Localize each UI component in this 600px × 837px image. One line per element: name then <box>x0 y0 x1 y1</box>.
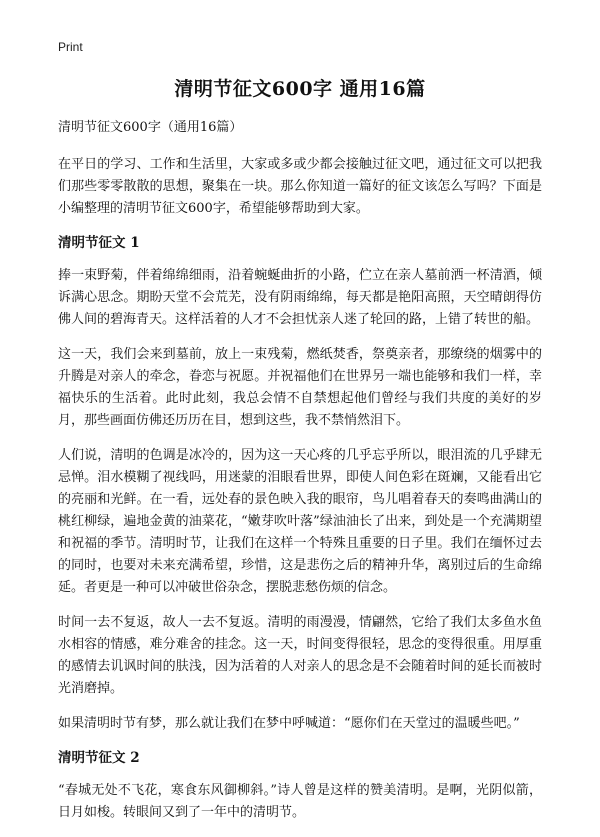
document-subtitle: 清明节征文600字（通用16篇） <box>58 120 243 135</box>
paragraph: 人们说，清明的色调是冰冷的，因为这一天心疼的几乎忘乎所以，眼泪流的几乎肆无忌惮。泪水模糊了视线吗，用迷蒙的泪眼看世界，即使人间色彩在斑斓，又能看出它的亮丽和光鲜。在一看，远处春的景色映入我的眼帘，鸟儿唱着春天的奏鸣曲满山的桃红柳绿，遍地金黄的油菜花，“嫩芽吹叶落”绿油油长了出来，到处是一个充满期望和祝福的季节。清明时节，让我们在这样一个特殊且重要的日子里。我们在缅怀过去的同时，也要对未来充满希望，珍惜，这是悲伤之后的精神升华，离别过后的生命绵延。者更是一种可以冲破世俗杂念，摆脱悲愁伤烦的信念。 <box>58 448 542 595</box>
paragraph: 这一天，我们会来到墓前，放上一束残菊，燃纸焚香，祭奠亲者，那缭绕的烟雾中的升腾是对亲人的牵念，眷恋与祝愿。并祝福他们在世界另一端也能够和我们一样，幸福快乐的生活着。此时此刻，我总会情不自禁想起他们曾经与我们共度的美好的岁月，那些画面仿佛还历历在目，想到这些，我不禁悄然泪下。 <box>58 347 542 428</box>
document-body <box>58 118 542 837</box>
paragraph: 捧一束野菊，伴着绵绵细雨，沿着蜿蜒曲折的小路，伫立在亲人墓前洒一杯清酒，倾诉满心思念。期盼天堂不会荒芜，没有阴雨绵绵，每天都是艳阳高照，天空晴朗得仿佛人间的碧海青天。这样活着的人才不会担忧亲人迷了轮回的路，上错了转世的船。 <box>58 268 542 327</box>
print-label[interactable]: Print <box>58 40 83 54</box>
section-heading: 清明节征文 2 <box>58 750 140 766</box>
paragraph: 如果清明时节有梦，那么就让我们在梦中呼喊道：“愿你们在天堂过的温暖些吧。” <box>58 716 520 731</box>
page-title: 清明节征文600字 通用16篇 <box>174 78 426 100</box>
section-heading: 清明节征文 1 <box>58 235 140 251</box>
paragraph: 时间一去不复返，故人一去不复返。清明的雨漫漫，情翩然，它给了我们太多鱼水鱼水相容的情感，难分难舍的挂念。这一天，时间变得很轻，思念的变得很重。用厚重的感情去讥讽时间的肤浅，因为活着的人对亲人的思念是不会随着时间的延长而被时光消磨掉。 <box>58 615 542 696</box>
intro-paragraph: 在平日的学习、工作和生活里，大家或多或少都会接触过征文吧，通过征文可以把我们那些零零散散的思想，聚集在一块。那么你知道一篇好的征文该怎么写吗？下面是小编整理的清明节征文600字，希望能够帮助到大家。 <box>58 157 542 216</box>
paragraph: “春城无处不飞花，寒食东风御柳斜。”诗人曾是这样的赞美清明。是啊，光阴似箭，日月如梭。转眼间又到了一年中的清明节。 <box>58 783 542 820</box>
